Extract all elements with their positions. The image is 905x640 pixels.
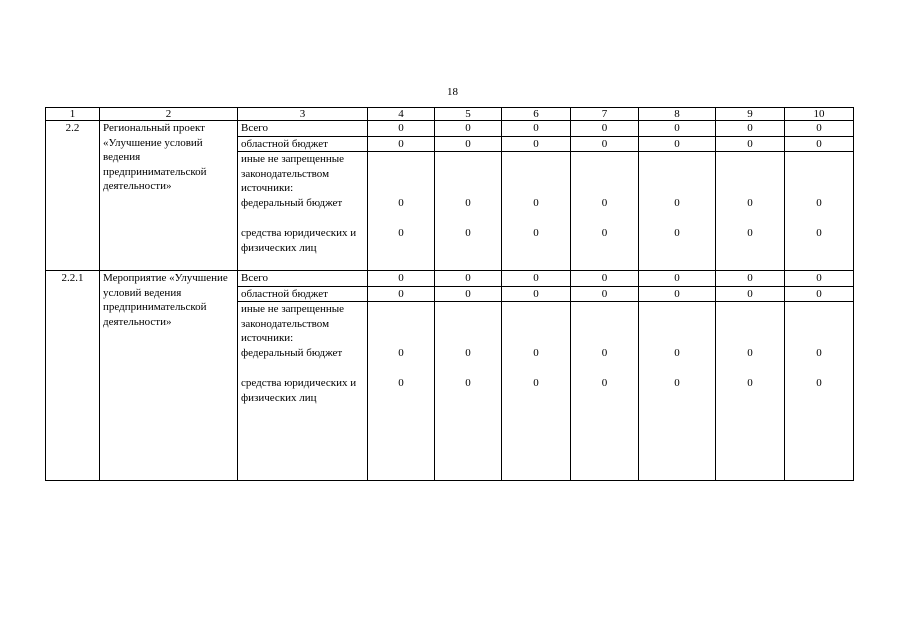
value-cell: 0: [368, 121, 435, 137]
value-cell: 0: [785, 196, 854, 226]
row-label: областной бюджет: [238, 136, 368, 152]
value-cell: 0: [435, 226, 502, 271]
header-cell: 3: [238, 108, 368, 121]
value-cell: 0: [639, 346, 716, 376]
value-cell: [716, 302, 785, 347]
header-cell: 9: [716, 108, 785, 121]
value-cell: [502, 152, 571, 197]
value-cell: 0: [716, 346, 785, 376]
budget-table: [45, 107, 854, 481]
value-cell: 0: [785, 121, 854, 137]
header-cell: 7: [571, 108, 639, 121]
value-cell: [368, 302, 435, 347]
value-cell: 0: [639, 271, 716, 287]
value-cell: 0: [639, 226, 716, 271]
value-cell: 0: [785, 271, 854, 287]
header-cell: 1: [46, 108, 100, 121]
value-cell: 0: [435, 346, 502, 376]
value-cell: 0: [502, 136, 571, 152]
value-cell: 0: [785, 226, 854, 271]
row-label: Всего: [238, 271, 368, 287]
value-cell: 0: [785, 346, 854, 376]
value-cell: [435, 302, 502, 347]
value-cell: [435, 152, 502, 197]
value-cell: 0: [785, 136, 854, 152]
value-cell: 0: [502, 121, 571, 137]
value-cell: 0: [368, 286, 435, 302]
header-cell: 4: [368, 108, 435, 121]
section-number: 2.2.1: [46, 271, 100, 481]
value-cell: 0: [639, 286, 716, 302]
value-cell: [571, 302, 639, 347]
value-cell: 0: [502, 376, 571, 481]
row-label: Всего: [238, 121, 368, 137]
value-cell: 0: [435, 286, 502, 302]
value-cell: 0: [571, 376, 639, 481]
row-label: иные не запрещенные законодательством источники:: [238, 152, 368, 197]
section-name: Региональный проект «Улучшение условий ведения предпринимательской деятельности»: [100, 121, 238, 271]
value-cell: 0: [639, 121, 716, 137]
table-header-row: [46, 108, 854, 121]
value-cell: 0: [716, 376, 785, 481]
table-row: [46, 121, 854, 137]
value-cell: 0: [502, 271, 571, 287]
value-cell: [785, 302, 854, 347]
header-cell: 8: [639, 108, 716, 121]
header-cell: 2: [100, 108, 238, 121]
value-cell: 0: [571, 196, 639, 226]
value-cell: 0: [571, 346, 639, 376]
header-cell: 10: [785, 108, 854, 121]
value-cell: 0: [368, 376, 435, 481]
value-cell: [785, 152, 854, 197]
value-cell: 0: [639, 376, 716, 481]
row-label: средства юридических и физических лиц: [238, 376, 368, 481]
value-cell: 0: [716, 226, 785, 271]
value-cell: 0: [716, 286, 785, 302]
section-name: Мероприятие «Улучшение условий ведения предпринимательской деятельности»: [100, 271, 238, 481]
value-cell: 0: [435, 196, 502, 226]
value-cell: [368, 152, 435, 197]
value-cell: [502, 302, 571, 347]
value-cell: 0: [502, 196, 571, 226]
value-cell: 0: [571, 286, 639, 302]
value-cell: 0: [435, 271, 502, 287]
value-cell: 0: [785, 376, 854, 481]
value-cell: 0: [368, 226, 435, 271]
value-cell: 0: [502, 346, 571, 376]
value-cell: [639, 152, 716, 197]
page-number: 18: [447, 86, 458, 98]
value-cell: 0: [571, 226, 639, 271]
value-cell: 0: [639, 196, 716, 226]
table-row: [46, 271, 854, 287]
value-cell: 0: [785, 286, 854, 302]
value-cell: 0: [435, 121, 502, 137]
value-cell: 0: [368, 271, 435, 287]
value-cell: 0: [368, 346, 435, 376]
row-label: иные не запрещенные законодательством источники:: [238, 302, 368, 347]
header-cell: 6: [502, 108, 571, 121]
value-cell: 0: [716, 136, 785, 152]
value-cell: 0: [368, 196, 435, 226]
value-cell: 0: [502, 226, 571, 271]
value-cell: 0: [571, 136, 639, 152]
value-cell: 0: [716, 121, 785, 137]
value-cell: 0: [368, 136, 435, 152]
value-cell: [716, 152, 785, 197]
value-cell: 0: [716, 196, 785, 226]
row-label: областной бюджет: [238, 286, 368, 302]
section-number: 2.2: [46, 121, 100, 271]
value-cell: 0: [639, 136, 716, 152]
row-label: средства юридических и физических лиц: [238, 226, 368, 271]
value-cell: 0: [435, 136, 502, 152]
value-cell: 0: [502, 286, 571, 302]
header-cell: 5: [435, 108, 502, 121]
value-cell: 0: [571, 271, 639, 287]
value-cell: 0: [716, 271, 785, 287]
row-label: федеральный бюджет: [238, 196, 368, 226]
value-cell: [571, 152, 639, 197]
value-cell: 0: [571, 121, 639, 137]
row-label: федеральный бюджет: [238, 346, 368, 376]
value-cell: 0: [435, 376, 502, 481]
value-cell: [639, 302, 716, 347]
